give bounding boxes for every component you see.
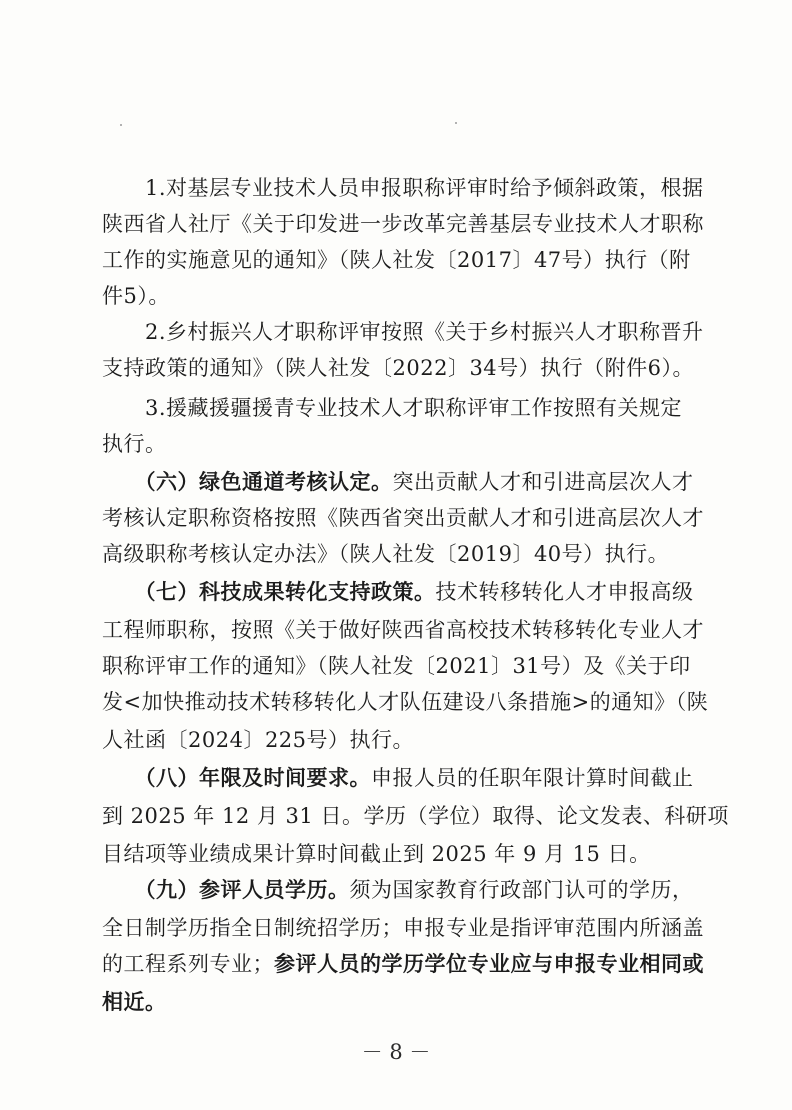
- section-heading: （九）参评人员学历。: [145, 877, 350, 902]
- paragraph-1-line-4: 件5）。: [102, 284, 170, 308]
- paragraph-4-line-3: 高级职称考核认定办法》（陕人社发〔2019〕40号）执行。: [102, 542, 670, 566]
- paragraph-5-text: 技术转移转化人才申报高级: [435, 580, 694, 604]
- paragraph-2-line-2: 支持政策的通知》（陕人社发〔2022〕34号）执行（附件6）。: [102, 356, 695, 380]
- paragraph-7-text: 的工程系列专业；: [102, 952, 274, 976]
- paragraph-4-line-1: [102, 468, 702, 496]
- paragraph-7-line-1: [102, 876, 702, 904]
- paragraph-3-line-2: 执行。: [102, 432, 167, 456]
- paragraph-5-line-3: 职称评审工作的通知》（陕人社发〔2021〕31号）及《关于印: [102, 654, 691, 678]
- paragraph-5-line-2: 工程师职称，按照《关于做好陕西省高校技术转移转化专业人才: [102, 618, 704, 642]
- paragraph-5-line-5: 人社函〔2024〕225号）执行。: [102, 728, 415, 752]
- paragraph-1-line-2: 陕西省人社厅《关于印发进一步改革完善基层专业技术人才职称: [102, 212, 704, 236]
- scan-speck: [120, 124, 122, 126]
- paragraph-7-line-4: 相近。: [102, 989, 167, 1014]
- page-number: － 8 －: [361, 1040, 431, 1064]
- section-heading: （七）科技成果转化支持政策。: [145, 579, 436, 604]
- paragraph-1-line-3: 工作的实施意见的通知》（陕人社发〔2017〕47号）执行（附: [102, 248, 691, 272]
- section-heading: （八）年限及时间要求。: [145, 765, 371, 790]
- paragraph-6-line-3: 目结项等业绩成果计算时间截止到 2025 年 9 月 15 日。: [102, 842, 651, 866]
- section-heading: （六）绿色通道考核认定。: [145, 469, 393, 494]
- paragraph-1-line-1: 1.对基层专业技术人员申报职称评审时给予倾斜政策，根据: [102, 176, 704, 200]
- paragraph-6-line-2: 到 2025 年 12 月 31 日。学历（学位）取得、论文发表、科研项: [102, 804, 729, 828]
- paragraph-6-text: 申报人员的任职年限计算时间截止: [371, 766, 694, 790]
- paragraph-7-line-3: [102, 950, 702, 978]
- paragraph-2-line-1: 2.乡村振兴人才职称评审按照《关于乡村振兴人才职称晋升: [102, 320, 704, 344]
- paragraph-7-text: 须为国家教育行政部门认可的学历，: [349, 878, 694, 902]
- paragraph-3-line-1: 3.援藏援疆援青专业技术人才职称评审工作按照有关规定: [102, 396, 683, 420]
- paragraph-5-line-4: 发<加快推动技术转移转化人才队伍建设八条措施>的通知》（陕: [102, 690, 709, 714]
- scan-speck: [455, 122, 457, 124]
- paragraph-7-line-2: 全日制学历指全日制统招学历；申报专业是指评审范围内所涵盖: [102, 916, 704, 940]
- paragraph-4-text: 突出贡献人才和引进高层次人才: [392, 470, 694, 494]
- paragraph-6-line-1: [102, 764, 702, 792]
- paragraph-4-line-2: 考核认定职称资格按照《陕西省突出贡献人才和引进高层次人才: [102, 506, 704, 530]
- emphasis-text: 参评人员的学历学位专业应与申报专业相同或: [274, 951, 704, 976]
- paragraph-5-line-1: [102, 578, 702, 606]
